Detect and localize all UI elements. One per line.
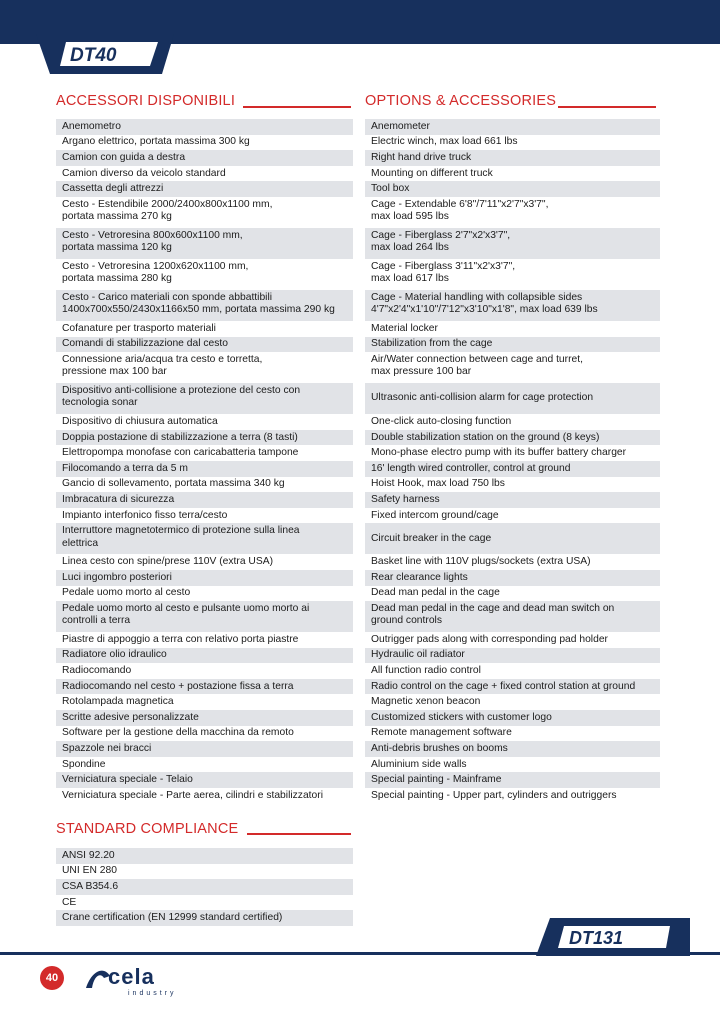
- dt131-logo: [536, 918, 690, 956]
- options-item: Anemometer: [365, 119, 660, 135]
- accessori-item: Verniciatura speciale - Telaio: [56, 772, 353, 788]
- options-item: Tool box: [365, 181, 660, 197]
- cela-logo-wordmark: cela: [108, 964, 155, 989]
- options-item: Material locker: [371, 322, 438, 334]
- accessori-item: Camion diverso da veicolo standard: [62, 167, 226, 179]
- accessori-item: Verniciatura speciale - Parte aerea, cilindri e stabilizzatori: [62, 789, 323, 801]
- accessori-item: Connessione aria/acqua tra cesto e torretta, pressione max 100 bar: [62, 353, 263, 378]
- accessori-item: Dispositivo di chiusura automatica: [62, 415, 218, 427]
- accessori-item: Interruttore magnetotermico di protezione sulla linea elettrica: [56, 523, 353, 554]
- cela-logo: [84, 962, 216, 998]
- compliance-item: Crane certification (EN 12999 standard certified): [56, 910, 353, 926]
- options-item: Cage - Material handling with collapsible sides 4'7"x2'4"x1'10"/7'12"x3'10"x1'8", max load 639 lbs: [365, 290, 660, 321]
- compliance-item: UNI EN 280: [62, 865, 117, 877]
- accessori-item: Spondine: [62, 758, 106, 770]
- options-item: Double stabilization station on the ground (8 keys): [365, 430, 660, 446]
- accessori-item: Anemometro: [56, 119, 353, 135]
- accessori-item: Gancio di sollevamento, portata massima 340 kg: [62, 478, 285, 490]
- page-number: 40: [40, 966, 64, 990]
- accessori-item: Scritte adesive personalizzate: [56, 710, 353, 726]
- options-item: Circuit breaker in the cage: [365, 523, 660, 554]
- options-item: Remote management software: [371, 727, 512, 739]
- options-item: Mounting on different truck: [371, 167, 493, 179]
- compliance-item: CSA B354.6: [56, 879, 353, 895]
- options-item: Customized stickers with customer logo: [365, 710, 660, 726]
- options-item: Special painting - Mainframe: [365, 772, 660, 788]
- accessori-item: Software per la gestione della macchina da remoto: [62, 727, 294, 739]
- options-title: OPTIONS & ACCESSORIES: [365, 93, 557, 109]
- accessori-title: ACCESSORI DISPONIBILI: [56, 93, 236, 109]
- accessori-item: Argano elettrico, portata massima 300 kg: [62, 136, 250, 148]
- options-item: Air/Water connection between cage and turret, max pressure 100 bar: [371, 353, 583, 378]
- accessori-item: Camion con guida a destra: [56, 150, 353, 166]
- dt40-logo-prefix: DT40: [70, 45, 117, 66]
- options-item: Dead man pedal in the cage: [371, 587, 500, 599]
- options-list: [365, 119, 660, 804]
- accessori-item: Pedale uomo morto al cesto: [62, 587, 191, 599]
- options-item: Magnetic xenon beacon: [371, 696, 481, 708]
- accessori-list: [56, 119, 353, 804]
- accessori-item: Rotolampada magnetica: [62, 696, 174, 708]
- accessori-item: Cofanature per trasporto materiali: [62, 322, 216, 334]
- accessori-item: Radiocomando nel cesto + postazione fissa a terra: [56, 679, 353, 695]
- compliance-title: STANDARD COMPLIANCE: [56, 821, 239, 837]
- accessori-item: Comandi di stabilizzazione dal cesto: [56, 337, 353, 353]
- options-item: Right hand drive truck: [365, 150, 660, 166]
- accessori-item: Imbracatura di sicurezza: [56, 492, 353, 508]
- accessori-item: Dispositivo anti-collisione a protezione del cesto con tecnologia sonar: [56, 383, 353, 414]
- compliance-item: ANSI 92.20: [56, 848, 353, 864]
- cela-logo-subtitle: industry: [128, 990, 177, 997]
- accessori-item: Cesto - Carico materiali con sponde abbattibili 1400x700x550/2430x1166x50 mm, portata massima 290 kg: [56, 290, 353, 321]
- options-item: Electric winch, max load 661 lbs: [371, 136, 518, 148]
- accessori-item: Spazzole nei bracci: [56, 741, 353, 757]
- options-item: Hydraulic oil radiator: [365, 648, 660, 664]
- accessori-item: Cesto - Vetroresina 1200x620x1100 mm, portata massima 280 kg: [62, 260, 249, 285]
- options-item: Basket line with 110V plugs/sockets (extra USA): [371, 556, 591, 568]
- compliance-item: CE: [62, 896, 77, 908]
- options-item: Radio control on the cage + fixed control station at ground: [365, 679, 660, 695]
- options-item: Rear clearance lights: [365, 570, 660, 586]
- accessori-item: Cassetta degli attrezzi: [56, 181, 353, 197]
- options-title-rule: [558, 106, 656, 108]
- options-item: 16' length wired controller, control at ground: [365, 461, 660, 477]
- options-item: Mono-phase electro pump with its buffer battery charger: [371, 447, 627, 459]
- accessori-item: Radiatore olio idraulico: [56, 648, 353, 664]
- compliance-list: [56, 848, 353, 926]
- options-item: Hoist Hook, max load 750 lbs: [371, 478, 505, 490]
- accessori-item: Luci ingombro posteriori: [56, 570, 353, 586]
- options-item: Safety harness: [365, 492, 660, 508]
- accessori-item: Cesto - Vetroresina 800x600x1100 mm, portata massima 120 kg: [56, 228, 353, 259]
- options-item: Stabilization from the cage: [365, 337, 660, 353]
- accessori-item: Pedale uomo morto al cesto e pulsante uomo morto ai controlli a terra: [56, 601, 353, 632]
- options-item: Outrigger pads along with corresponding pad holder: [371, 633, 608, 645]
- options-item: Dead man pedal in the cage and dead man switch on ground controls: [365, 601, 660, 632]
- accessori-item: Elettropompa monofase con caricabatteria tampone: [62, 447, 299, 459]
- options-item: Cage - Extendable 6'8"/7'11"x2'7"x3'7", max load 595 lbs: [371, 198, 549, 223]
- accessori-item: Doppia postazione di stabilizzazione a terra (8 tasti): [56, 430, 353, 446]
- options-item: One-click auto-closing function: [371, 415, 512, 427]
- options-item: Aluminium side walls: [371, 758, 467, 770]
- options-item: Special painting - Upper part, cylinders and outriggers: [371, 789, 617, 801]
- dt131-logo-prefix: DT131: [569, 928, 624, 948]
- footer-rule: [0, 952, 720, 955]
- accessori-item: Cesto - Estendibile 2000/2400x800x1100 mm, portata massima 270 kg: [62, 198, 273, 223]
- accessori-item: Filocomando a terra da 5 m: [56, 461, 353, 477]
- dt40-logo: [36, 34, 174, 74]
- options-item: Fixed intercom ground/cage: [371, 509, 499, 521]
- accessori-item: Piastre di appoggio a terra con relativo porta piastre: [62, 633, 299, 645]
- accessori-item: Impianto interfonico fisso terra/cesto: [62, 509, 228, 521]
- options-item: Ultrasonic anti-collision alarm for cage protection: [365, 383, 660, 414]
- options-item: All function radio control: [371, 665, 481, 677]
- accessori-title-rule: [243, 106, 351, 108]
- accessori-item: Radiocomando: [62, 665, 132, 677]
- options-item: Cage - Fiberglass 3'11"x2'x3'7", max load 617 lbs: [371, 260, 516, 285]
- options-item: Cage - Fiberglass 2'7"x2'x3'7", max load 264 lbs: [365, 228, 660, 259]
- accessori-item: Linea cesto con spine/prese 110V (extra USA): [62, 556, 274, 568]
- compliance-title-rule: [247, 833, 351, 835]
- options-item: Anti-debris brushes on booms: [365, 741, 660, 757]
